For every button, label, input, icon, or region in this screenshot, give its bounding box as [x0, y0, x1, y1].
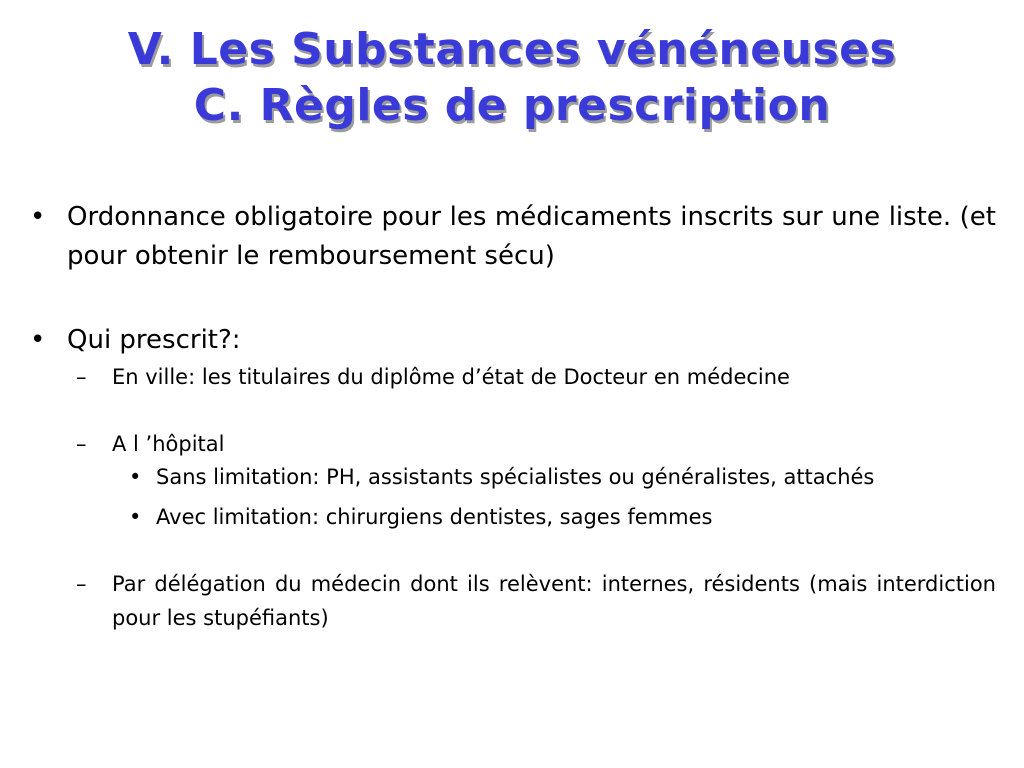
dash-icon: – [76, 365, 87, 389]
sub-item-en-ville [30, 360, 996, 394]
bullet-icon: • [30, 202, 46, 232]
title-line-1: V. Les Substances vénéneuses [127, 24, 897, 75]
sub-sub-item-text: Avec limitation: chirurgiens dentistes, sages femmes [156, 505, 713, 529]
sub-item-text: Par délégation du médecin dont ils relèvent: internes, résidents (mais interdiction pour les stupéfiants) [112, 572, 996, 630]
bullet-item-qui-prescrit [30, 321, 996, 360]
bullet-item-ordonnance [30, 198, 996, 276]
dash-icon: – [76, 572, 87, 596]
bullet-list [30, 198, 996, 635]
sub-item-text: En ville: les titulaires du diplôme d’état de Docteur en médecine [112, 365, 790, 389]
slide-title [0, 22, 1024, 134]
bullet-icon: • [129, 505, 142, 529]
bullet-icon: • [30, 325, 46, 355]
bullet-text: Ordonnance obligatoire pour les médicaments inscrits sur une liste. (et pour obtenir le remboursement sécu) [67, 202, 996, 271]
dash-icon: – [76, 432, 87, 456]
sub-sub-item-avec-limitation [30, 501, 996, 533]
sub-sub-item-text: Sans limitation: PH, assistants spécialistes ou généralistes, attachés [156, 465, 875, 489]
sub-item-text: A l ’hôpital [112, 432, 225, 456]
sub-item-hopital [30, 427, 996, 461]
title-line-2: C. Règles de prescription [193, 80, 831, 131]
sub-sub-item-sans-limitation [30, 461, 996, 493]
sub-item-delegation [30, 567, 996, 635]
bullet-text: Qui prescrit?: [67, 325, 241, 355]
bullet-icon: • [129, 465, 142, 489]
